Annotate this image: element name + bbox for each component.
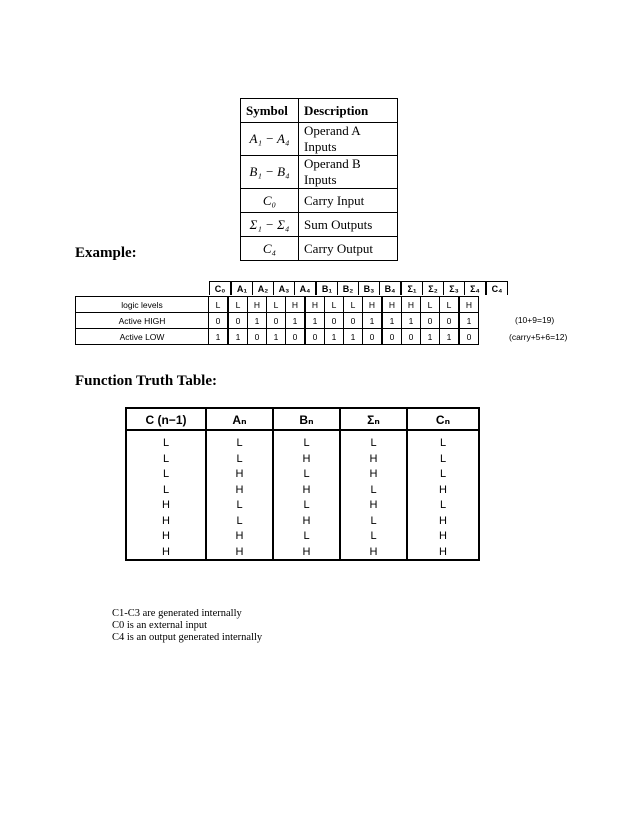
symbol-column-header: Symbol	[241, 99, 299, 123]
note-line: C4 is an output generated internally	[112, 632, 263, 643]
example-header-row	[209, 281, 508, 295]
truth-table-cell: H	[162, 545, 170, 558]
example-cell: 1	[209, 329, 229, 345]
example-cell: 0	[267, 313, 286, 329]
example-cell: 1	[459, 313, 479, 329]
example-column-header: B₄	[380, 282, 402, 296]
truth-table-cell: L	[162, 437, 170, 449]
example-cell: 1	[402, 313, 421, 329]
truth-table-cell: H	[302, 514, 311, 527]
truth-table-cell: H	[369, 545, 378, 558]
example-cell: 1	[228, 329, 248, 345]
truth-table-column	[207, 409, 274, 559]
example-column-header: C₀	[210, 282, 232, 296]
example-row	[76, 313, 479, 329]
truth-table-cell: H	[369, 468, 378, 480]
example-column-header: Σ₃	[444, 282, 465, 296]
truth-table-cell: H	[235, 468, 244, 480]
example-cell: 0	[363, 329, 383, 345]
truth-table-cell: L	[162, 483, 170, 496]
truth-table-cell: L	[303, 437, 310, 449]
example-column-header: Σ₂	[423, 282, 444, 296]
truth-table-cell: H	[162, 499, 170, 511]
truth-table-cell: L	[370, 437, 377, 449]
example-cell: H	[305, 297, 325, 313]
note-line: C0 is an external input	[112, 620, 208, 631]
example-column-header: A₂	[253, 282, 274, 296]
function-truth-table	[125, 407, 480, 561]
example-cell: 1	[325, 329, 344, 345]
example-cell: H	[382, 297, 402, 313]
example-cell: 0	[209, 313, 229, 329]
description-cell: Carry Input	[299, 189, 398, 213]
example-cell: L	[209, 297, 229, 313]
truth-table-cell: L	[162, 468, 170, 480]
example-row	[76, 297, 479, 313]
symbol-table-row	[241, 156, 398, 189]
truth-table-cell: H	[162, 530, 170, 542]
example-column-header: B₂	[338, 282, 359, 296]
truth-table-cell: L	[236, 452, 243, 465]
truth-table-column-header: Bₙ	[274, 409, 339, 431]
example-cell: 1	[382, 313, 402, 329]
description-cell: Sum Outputs	[299, 213, 398, 237]
example-cell: L	[325, 297, 344, 313]
example-cell: 0	[344, 313, 363, 329]
example-row-label: Active LOW	[76, 329, 209, 345]
truth-table-cell: H	[369, 499, 378, 511]
active-low-note: (carry+5+6=12)	[509, 332, 568, 342]
truth-table-cell: L	[370, 483, 377, 496]
description-cell: Carry Output	[299, 237, 398, 261]
truth-table-cell: L	[162, 452, 170, 465]
example-cell: L	[344, 297, 363, 313]
example-column-header: A₁	[231, 282, 253, 296]
example-cell: 0	[459, 329, 479, 345]
truth-table-cell: H	[439, 530, 447, 542]
example-cell: L	[421, 297, 440, 313]
example-cell: 1	[267, 329, 286, 345]
example-cell: 1	[305, 313, 325, 329]
example-cell: 1	[440, 329, 460, 345]
truth-table-column-header: Aₙ	[207, 409, 272, 431]
truth-table-column-header: Σₙ	[341, 409, 406, 431]
truth-table-heading: Function Truth Table:	[75, 373, 217, 389]
truth-table-cell: H	[235, 483, 244, 496]
truth-table-column	[274, 409, 341, 559]
truth-table-cell: H	[302, 483, 311, 496]
example-cell: L	[267, 297, 286, 313]
symbol-cell: B₁ − B₄	[241, 156, 299, 189]
example-cell: 0	[402, 329, 421, 345]
truth-table-column	[127, 409, 207, 559]
description-column-header: Description	[299, 99, 398, 123]
truth-table-cell: L	[236, 499, 243, 511]
truth-table-cell: L	[439, 452, 447, 465]
truth-table-cell: L	[370, 514, 377, 527]
example-row	[76, 329, 479, 345]
symbol-cell: C₀	[241, 189, 299, 213]
example-cell: 1	[286, 313, 306, 329]
truth-table-cell: L	[439, 499, 447, 511]
truth-table-column-header: C (n−1)	[127, 409, 205, 431]
symbol-cell: C₄	[241, 237, 299, 261]
example-cell: 1	[363, 313, 383, 329]
example-column-header: A₃	[274, 282, 295, 296]
truth-table-cell: H	[162, 514, 170, 527]
truth-table-cell: L	[303, 499, 310, 511]
example-cell: H	[248, 297, 267, 313]
truth-table-cell: L	[236, 437, 243, 449]
example-cell: 0	[382, 329, 402, 345]
symbol-cell: Σ₁ − Σ₄	[241, 213, 299, 237]
example-cell: H	[459, 297, 479, 313]
truth-table-cell: H	[439, 483, 447, 496]
example-column-header: A₄	[295, 282, 317, 296]
example-cell: 1	[344, 329, 363, 345]
description-cell: Operand B Inputs	[299, 156, 398, 189]
symbol-table	[240, 98, 398, 261]
truth-table-column	[341, 409, 408, 559]
note-line: C1-C3 are generated internally	[112, 608, 242, 619]
example-row-label: logic levels	[76, 297, 209, 313]
truth-table-cell: H	[235, 545, 244, 558]
description-cell: Operand A Inputs	[299, 123, 398, 156]
symbol-table-row	[241, 189, 398, 213]
symbol-cell: A₁ − A₄	[241, 123, 299, 156]
example-cell: 0	[228, 313, 248, 329]
truth-table-cell: L	[303, 468, 310, 480]
example-cell: 0	[325, 313, 344, 329]
example-column-header: B₁	[316, 282, 338, 296]
example-cell: 0	[286, 329, 306, 345]
truth-table-cell: H	[302, 452, 311, 465]
truth-table-cell: L	[303, 530, 310, 542]
notes	[112, 608, 262, 644]
example-cell: H	[363, 297, 383, 313]
symbol-table-row	[241, 123, 398, 156]
symbol-table-row	[241, 237, 398, 261]
example-column-header: Σ₁	[401, 282, 423, 296]
example-cell: L	[440, 297, 460, 313]
example-cell: 1	[248, 313, 267, 329]
example-column-header: C₄	[486, 282, 508, 296]
example-row-label: Active HIGH	[76, 313, 209, 329]
example-cell: 1	[421, 329, 440, 345]
example-column-header: Σ₄	[465, 282, 487, 296]
truth-table-cell: H	[439, 514, 447, 527]
example-cell: H	[402, 297, 421, 313]
example-cell: 0	[248, 329, 267, 345]
example-table	[75, 296, 479, 345]
example-cell: L	[228, 297, 248, 313]
truth-table-column-header: Cₙ	[408, 409, 478, 431]
truth-table-cell: L	[370, 530, 377, 542]
truth-table-cell: H	[302, 545, 311, 558]
truth-table-cell: L	[236, 514, 243, 527]
example-cell: 0	[421, 313, 440, 329]
truth-table-cell: L	[439, 437, 447, 449]
example-cell: H	[286, 297, 306, 313]
example-cell: 0	[440, 313, 460, 329]
truth-table-cell: H	[439, 545, 447, 558]
example-heading: Example:	[75, 245, 137, 261]
example-column-header: B₃	[359, 282, 380, 296]
truth-table-cell: L	[439, 468, 447, 480]
truth-table-column	[408, 409, 478, 559]
symbol-table-row	[241, 213, 398, 237]
symbol-table-header-row	[241, 99, 398, 123]
active-high-note: (10+9=19)	[515, 315, 555, 325]
truth-table-cell: H	[369, 452, 378, 465]
truth-table-cell: H	[235, 530, 244, 542]
example-cell: 0	[305, 329, 325, 345]
